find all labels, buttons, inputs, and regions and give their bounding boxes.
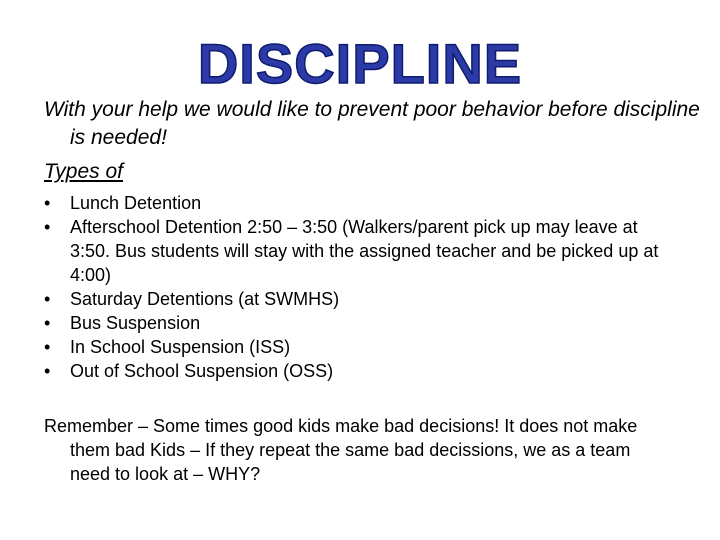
list-item-text: Lunch Detention xyxy=(70,193,202,213)
discipline-types-list xyxy=(44,191,674,383)
list-item xyxy=(44,191,674,215)
bullet-icon: • xyxy=(44,289,51,309)
list-item xyxy=(44,215,674,287)
list-item xyxy=(44,359,674,383)
bullet-icon: • xyxy=(44,337,51,357)
page-title: DISCIPLINE xyxy=(197,32,523,95)
bullet-icon: • xyxy=(44,193,51,213)
intro-text-block xyxy=(44,96,704,152)
list-item-text: Bus Suspension xyxy=(70,313,201,333)
bullet-icon: • xyxy=(44,217,51,237)
bullet-icon: • xyxy=(44,313,51,333)
list-item-text: Saturday Detentions (at SWMHS) xyxy=(70,289,340,309)
list-item-text: In School Suspension (ISS) xyxy=(70,337,291,357)
list-item xyxy=(44,335,674,359)
list-item xyxy=(44,311,674,335)
remember-note: Remember – Some times good kids make bad decisions! It does not make them bad Kids – If they repeat the same bad decissions, we as a team need to look at – WHY? xyxy=(44,416,638,484)
intro-text: With your help we would like to prevent poor behavior before discipline is needed! xyxy=(44,98,700,149)
bullet-icon: • xyxy=(44,361,51,381)
list-item-text: Afterschool Detention 2:50 – 3:50 (Walkers/parent pick up may leave at 3:50. Bus students will stay with the assigned teacher and be picked up at 4:00) xyxy=(70,217,659,285)
types-heading: Types of xyxy=(44,160,123,183)
list-item xyxy=(44,287,674,311)
list-item-text: Out of School Suspension (OSS) xyxy=(70,361,334,381)
